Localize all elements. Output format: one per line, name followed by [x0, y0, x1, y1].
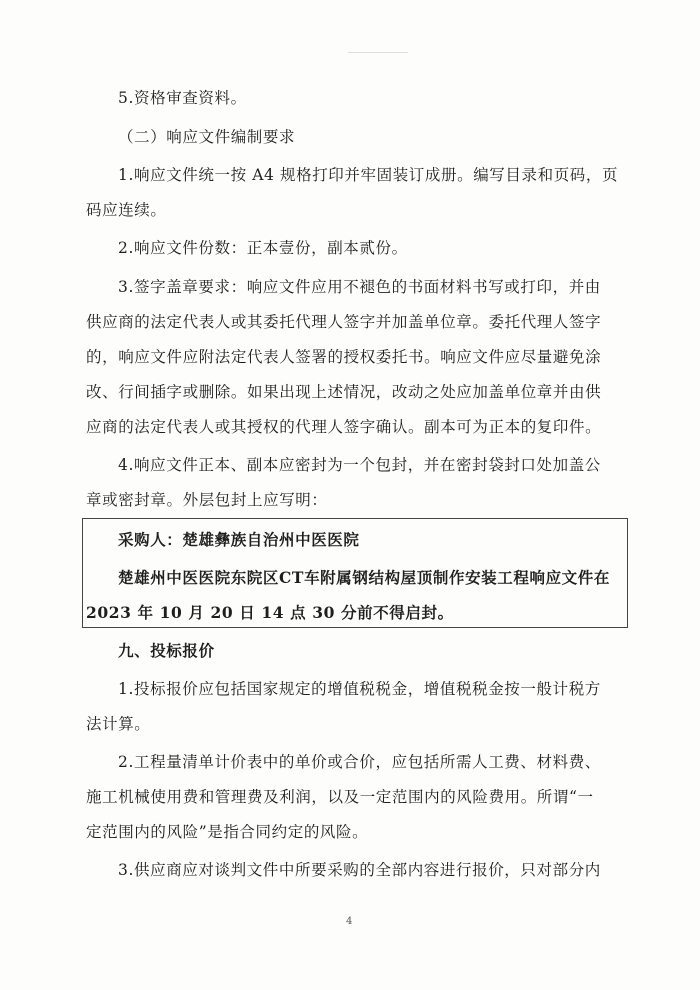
box-date-line: 2023 年 10 月 20 日 14 点 30 分前不得启封。 [86, 603, 454, 622]
paragraph-3-line-3: 的，响应文件应附法定代表人签署的授权委托书。响应文件应尽量避免涂 [86, 348, 602, 366]
section-9-p2-line-2: 施工机械使用费和管理费及利润，以及一定范围内的风险费用。所谓“一 [86, 788, 594, 806]
paragraph-3-line-2: 供应商的法定代表人或其委托代理人签字并加盖单位章。委托代理人签字 [86, 313, 602, 331]
paragraph-1-line-1: 1.响应文件统一按 A4 规格打印并牢固装订成册。编写目录和页码，页 [118, 166, 619, 184]
paragraph-2-line-1: 2.响应文件份数：正本壹份，副本贰份。 [118, 239, 408, 257]
paragraph-1-line-2: 码应连续。 [86, 201, 167, 219]
section-9-p3-line-1: 3.供应商应对谈判文件中所要采购的全部内容进行报价，只对部分内 [118, 861, 601, 879]
section-9-p2-line-3: 定范围内的风险”是指合同约定的风险。 [86, 823, 369, 841]
box-purchaser-line: 采购人：楚雄彝族自治州中医医院 [118, 530, 360, 549]
paragraph-3-line-4: 改、行间插字或删除。如果出现上述情况，改动之处应加盖单位章并由供 [86, 383, 602, 401]
scan-mark [348, 52, 408, 53]
page-number: 4 [346, 916, 353, 927]
paragraph-4-line-1: 4.响应文件正本、副本应密封为一个包封，并在密封袋封口处加盖公 [118, 456, 601, 474]
subsection-heading: （二）响应文件编制要求 [118, 128, 296, 146]
item-5-line: 5.资格审查资料。 [118, 89, 247, 107]
section-9-heading: 九、投标报价 [118, 641, 215, 660]
section-9-p2-line-1: 2.工程量清单计价表中的单价或合价，应包括所需人工费、材料费、 [118, 753, 601, 771]
section-9-p1-line-1: 1.投标报价应包括国家规定的增值税税金，增值税税金按一般计税方 [118, 680, 601, 698]
section-9-p1-line-2: 法计算。 [86, 715, 151, 733]
box-project-line: 楚雄州中医医院东院区CT车附属钢结构屋顶制作安装工程响应文件在 [118, 568, 610, 587]
paragraph-4-line-2: 章或密封章。外层包封上应写明： [86, 491, 328, 509]
paragraph-3-line-5: 应商的法定代表人或其授权的代理人签字确认。副本可为正本的复印件。 [86, 418, 602, 436]
paragraph-3-line-1: 3.签字盖章要求：响应文件应用不褪色的书面材料书写或打印，并由 [118, 278, 601, 296]
